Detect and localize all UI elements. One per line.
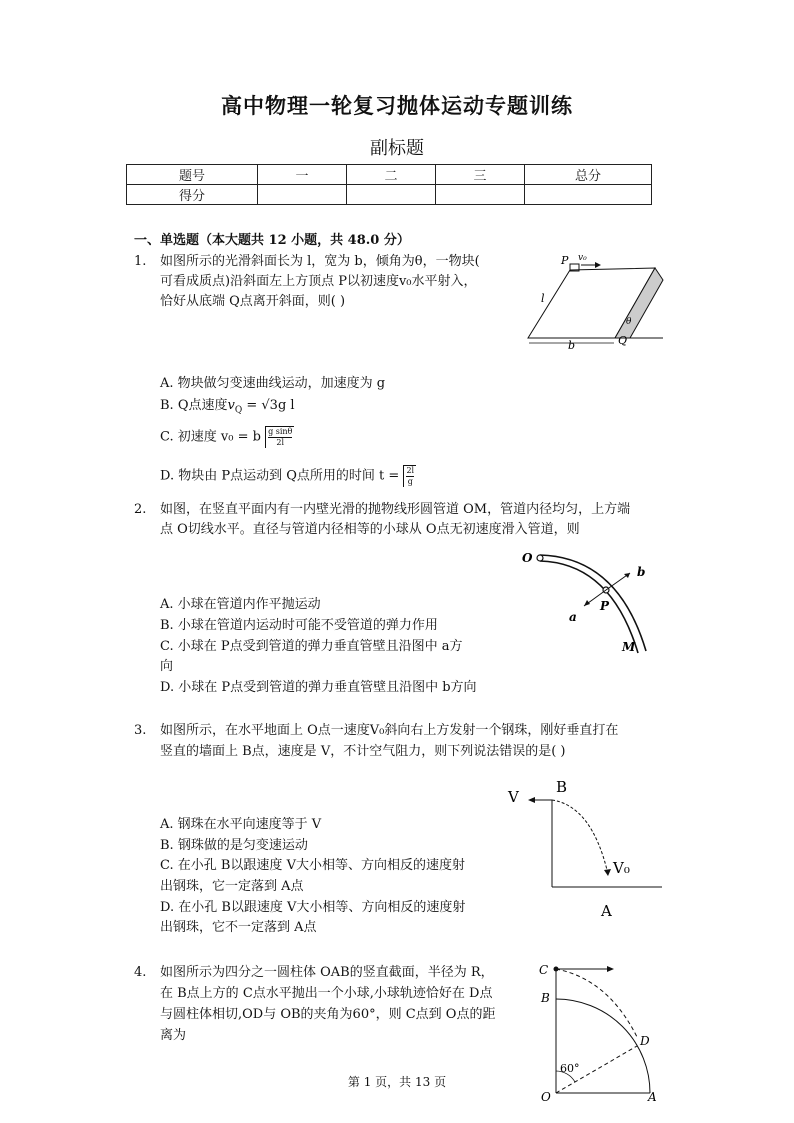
table-cell: 题号 <box>127 165 258 185</box>
label-a: A <box>648 1090 657 1104</box>
question-number: 1. <box>134 254 147 269</box>
formula-lhs: t = <box>379 468 400 484</box>
table-cell: 得分 <box>127 185 258 205</box>
formula-v: v <box>227 398 235 413</box>
fraction-num: 2l <box>406 466 415 475</box>
option-c-cont: 出钢珠，它一定落到 A点 <box>160 879 304 894</box>
option-c-text: C. 初速度 <box>160 429 217 445</box>
label-b: b <box>637 565 646 579</box>
label-p: P <box>561 254 569 267</box>
question-number: 3. <box>134 723 147 738</box>
table-cell <box>525 185 652 205</box>
fraction-den: g <box>407 477 413 486</box>
option-d-text: D. 物块由 P点运动到 Q点所用的时间 <box>160 468 375 484</box>
question-line: 可看成质点)沿斜面左上方顶点 P以初速度v₀水平射入， <box>160 274 477 289</box>
question-line: 点 O切线水平。直径与管道内径相等的小球从 O点无初速度滑入管道，则 <box>160 522 580 537</box>
label-a: A <box>601 902 612 920</box>
table-cell <box>347 185 436 205</box>
page-footer: 第 1 页，共 13 页 <box>347 1075 447 1089</box>
table-row <box>127 185 652 205</box>
option-d-cont: 出钢珠，它不一定落到 A点 <box>160 920 317 935</box>
label-o: O <box>522 551 533 565</box>
question-line: 恰好从底端 Q点离开斜面，则( ) <box>160 294 346 309</box>
option-c <box>160 426 294 448</box>
label-v: V <box>508 788 519 806</box>
table-cell: 三 <box>436 165 525 185</box>
formula-sub: Q <box>234 405 243 416</box>
option-a: A. 物块做匀变速曲线运动，加速度为 g <box>160 376 386 391</box>
table-cell: 一 <box>258 165 347 185</box>
label-o: O <box>541 1090 551 1104</box>
q3-wall-figure <box>500 770 665 922</box>
fraction-num: g sinθ <box>268 427 293 436</box>
label-b: B <box>541 991 550 1005</box>
section-header: 一、单选题（本大题共 12 小题，共 48.0 分） <box>134 233 410 248</box>
table-cell <box>436 185 525 205</box>
label-b: B <box>556 778 568 796</box>
label-c: C <box>539 963 549 977</box>
option-c: C. 小球在 P点受到管道的弹力垂直管壁且沿图中 a方 <box>160 639 463 654</box>
option-b <box>160 396 295 421</box>
question-line: 如图，在竖直平面内有一内壁光滑的抛物线形圆管道 OM，管道内径均匀，上方端 <box>160 502 631 517</box>
table-cell <box>258 185 347 205</box>
question-line: 如图所示的光滑斜面长为 l，宽为 b，倾角为θ，一物块( <box>160 254 480 269</box>
option-a: A. 小球在管道内作平抛运动 <box>160 597 321 612</box>
label-q: Q <box>618 334 628 347</box>
option-b: B. 小球在管道内运动时可能不受管道的弹力作用 <box>160 618 438 633</box>
formula-lhs: v₀ = b <box>220 429 261 445</box>
formula-rhs: = √3g l <box>246 398 295 413</box>
label-p: P <box>600 599 610 613</box>
option-d: D. 在小孔 B以跟速度 V大小相等、方向相反的速度射 <box>160 900 466 915</box>
page-subtitle: 副标题 <box>370 138 424 159</box>
option-b-text: B. Q点速度 <box>160 398 228 413</box>
table-cell: 总分 <box>525 165 652 185</box>
option-d: D. 小球在 P点受到管道的弹力垂直管壁且沿图中 b方向 <box>160 680 477 695</box>
question-number: 4. <box>134 965 147 980</box>
question-line: 如图所示为四分之一圆柱体 OAB的竖直截面，半径为 R， <box>160 965 494 980</box>
label-b: b <box>568 339 576 350</box>
label-m: M <box>622 640 636 654</box>
label-a: a <box>569 610 577 624</box>
table-cell: 二 <box>347 165 436 185</box>
option-c: C. 在小孔 B以跟速度 V大小相等、方向相反的速度射 <box>160 858 465 873</box>
label-l: l <box>541 292 545 305</box>
label-d: D <box>640 1034 650 1048</box>
option-a: A. 钢珠在水平向速度等于 V <box>160 817 322 832</box>
question-line: 在 B点上方的 C点水平抛出一个小球,小球轨迹恰好在 D点 <box>160 986 493 1001</box>
question-number: 2. <box>134 502 147 517</box>
label-theta: θ <box>626 317 632 327</box>
q2-tube-figure <box>518 545 663 660</box>
question-line: 与圆柱体相切,OD与 OB的夹角为60°，则 C点到 O点的距 <box>160 1007 496 1022</box>
question-line: 离为 <box>160 1028 187 1043</box>
label-v0: V₀ <box>613 859 630 877</box>
table-row <box>127 165 652 185</box>
q1-incline-figure <box>515 250 665 350</box>
option-b: B. 钢珠做的是匀变速运动 <box>160 838 308 853</box>
question-line: 如图所示，在水平地面上 O点一速度V₀斜向右上方发射一个钢珠，刚好垂直打在 <box>160 723 619 738</box>
label-v0: v₀ <box>578 253 587 263</box>
score-table <box>126 164 652 205</box>
page-title: 高中物理一轮复习抛体运动专题训练 <box>221 93 573 118</box>
question-line: 竖直的墙面上 B点，速度是 V，不计空气阻力，则下列说法错误的是( ) <box>160 744 566 759</box>
fraction-den: 2l <box>276 438 285 447</box>
option-d <box>160 465 416 487</box>
label-angle: 60° <box>560 1062 580 1075</box>
option-c-cont: 向 <box>160 659 174 674</box>
